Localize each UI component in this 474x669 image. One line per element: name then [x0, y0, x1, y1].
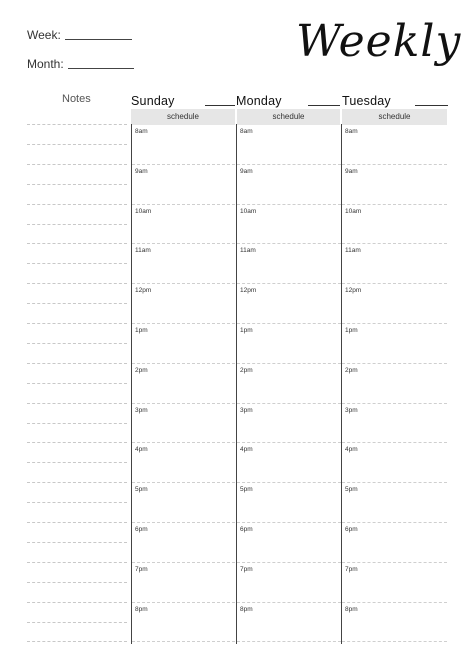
notes-line[interactable] — [27, 164, 127, 165]
day-header-tuesday — [342, 92, 448, 108]
time-label: 11am — [135, 247, 151, 255]
time-label: 4pm — [135, 446, 148, 454]
notes-line[interactable] — [27, 224, 127, 225]
day-header-sunday — [131, 92, 235, 108]
time-slot[interactable] — [132, 363, 235, 403]
slot-divider — [132, 641, 235, 642]
notes-line[interactable] — [27, 184, 127, 185]
time-slot[interactable] — [132, 323, 235, 363]
notes-line[interactable] — [27, 482, 127, 483]
time-label: 8am — [345, 128, 358, 135]
time-label: 8am — [135, 128, 148, 135]
time-slot[interactable] — [237, 124, 341, 164]
time-slot[interactable] — [342, 482, 447, 522]
notes-line[interactable] — [27, 442, 127, 443]
day-name: Tuesday — [342, 94, 391, 108]
time-slot[interactable] — [132, 442, 235, 482]
notes-line[interactable] — [27, 582, 127, 583]
time-slot[interactable] — [237, 602, 341, 642]
time-label: 9am — [135, 167, 148, 175]
time-label: 1pm — [345, 327, 358, 334]
time-label: 8pm — [240, 605, 253, 613]
time-slot[interactable] — [132, 124, 235, 164]
time-slot[interactable] — [132, 403, 235, 443]
schedule-column-tuesday[interactable] — [341, 124, 447, 644]
notes-line[interactable] — [27, 403, 127, 404]
time-label: 5pm — [135, 486, 148, 494]
schedule-column-monday[interactable] — [236, 124, 341, 644]
day-name: Monday — [236, 94, 282, 108]
schedule-column-sunday[interactable] — [131, 124, 235, 644]
time-label: 6pm — [240, 526, 253, 533]
time-slot[interactable] — [132, 243, 235, 283]
time-label: 4pm — [345, 446, 358, 454]
notes-line[interactable] — [27, 423, 127, 424]
time-label: 12pm — [135, 287, 152, 295]
time-label: 3pm — [240, 406, 253, 414]
time-slot[interactable] — [237, 562, 341, 602]
notes-line[interactable] — [27, 124, 127, 125]
notes-line[interactable] — [27, 562, 127, 563]
schedule-header: schedule — [131, 109, 235, 125]
slot-divider — [237, 641, 341, 642]
notes-line[interactable] — [27, 622, 127, 623]
time-slot[interactable] — [342, 522, 447, 562]
day-header-monday — [236, 92, 340, 108]
week-write-line[interactable] — [65, 39, 132, 40]
notes-label: Notes — [62, 93, 91, 105]
time-slot[interactable] — [342, 164, 447, 204]
time-label: 11am — [240, 247, 256, 255]
time-label: 2pm — [240, 366, 253, 374]
time-slot[interactable] — [237, 363, 341, 403]
time-slot[interactable] — [342, 403, 447, 443]
page-title: Weekly — [296, 16, 462, 67]
notes-line[interactable] — [27, 462, 127, 463]
time-slot[interactable] — [342, 442, 447, 482]
notes-line[interactable] — [27, 144, 127, 145]
day-date-line[interactable] — [308, 105, 340, 106]
time-label: 7pm — [240, 565, 253, 573]
time-label: 1pm — [135, 327, 148, 334]
notes-line[interactable] — [27, 303, 127, 304]
time-label: 7pm — [345, 565, 358, 573]
notes-line[interactable] — [27, 323, 127, 324]
time-label: 6pm — [345, 526, 358, 533]
notes-column[interactable] — [27, 104, 127, 646]
day-date-line[interactable] — [205, 105, 235, 106]
time-label: 10am — [240, 207, 257, 215]
time-slot[interactable] — [342, 124, 447, 164]
slot-divider — [342, 641, 447, 642]
time-label: 6pm — [135, 526, 148, 533]
time-slot[interactable] — [237, 204, 341, 244]
month-field[interactable] — [27, 57, 134, 71]
time-slot[interactable] — [237, 323, 341, 363]
notes-line[interactable] — [27, 263, 127, 264]
time-label: 8pm — [345, 605, 358, 613]
time-slot[interactable] — [342, 363, 447, 403]
week-label: Week: — [27, 28, 61, 42]
time-label: 7pm — [135, 565, 148, 573]
time-label: 9am — [240, 167, 253, 175]
month-write-line[interactable] — [68, 68, 134, 69]
notes-line[interactable] — [27, 602, 127, 603]
time-slot[interactable] — [132, 204, 235, 244]
time-slot[interactable] — [237, 283, 341, 323]
time-slot[interactable] — [132, 602, 235, 642]
time-label: 8am — [240, 128, 253, 135]
time-label: 10am — [345, 207, 362, 215]
time-label: 3pm — [345, 406, 358, 414]
notes-line[interactable] — [27, 363, 127, 364]
time-label: 2pm — [135, 366, 148, 374]
time-label: 4pm — [240, 446, 253, 454]
time-slot[interactable] — [132, 283, 235, 323]
day-name: Sunday — [131, 94, 175, 108]
day-date-line[interactable] — [415, 105, 448, 106]
time-label: 1pm — [240, 327, 253, 334]
time-slot[interactable] — [237, 482, 341, 522]
time-label: 5pm — [240, 486, 253, 494]
time-slot[interactable] — [342, 243, 447, 283]
time-slot[interactable] — [342, 283, 447, 323]
time-slot[interactable] — [342, 562, 447, 602]
time-label: 5pm — [345, 486, 358, 494]
notes-line[interactable] — [27, 383, 127, 384]
time-label: 3pm — [135, 406, 148, 414]
schedule-header: schedule — [342, 109, 447, 125]
time-slot[interactable] — [237, 243, 341, 283]
time-slot[interactable] — [132, 562, 235, 602]
time-label: 9am — [345, 167, 358, 175]
time-slot[interactable] — [237, 164, 341, 204]
time-slot[interactable] — [132, 522, 235, 562]
time-slot[interactable] — [342, 323, 447, 363]
time-label: 12pm — [345, 287, 362, 295]
time-slot[interactable] — [237, 522, 341, 562]
time-slot[interactable] — [132, 164, 235, 204]
notes-line[interactable] — [27, 243, 127, 244]
time-label: 2pm — [345, 366, 358, 374]
time-slot[interactable] — [237, 403, 341, 443]
time-slot[interactable] — [342, 602, 447, 642]
notes-line[interactable] — [27, 641, 127, 642]
notes-line[interactable] — [27, 204, 127, 205]
notes-line[interactable] — [27, 343, 127, 344]
notes-line[interactable] — [27, 502, 127, 503]
time-slot[interactable] — [342, 204, 447, 244]
month-label: Month: — [27, 57, 64, 71]
notes-line[interactable] — [27, 283, 127, 284]
notes-line[interactable] — [27, 522, 127, 523]
time-label: 11am — [345, 247, 361, 255]
schedule-header: schedule — [237, 109, 340, 125]
time-label: 12pm — [240, 287, 257, 295]
time-label: 10am — [135, 207, 152, 215]
time-slot[interactable] — [237, 442, 341, 482]
time-slot[interactable] — [132, 482, 235, 522]
notes-line[interactable] — [27, 542, 127, 543]
time-label: 8pm — [135, 605, 148, 613]
week-field[interactable] — [27, 28, 132, 42]
